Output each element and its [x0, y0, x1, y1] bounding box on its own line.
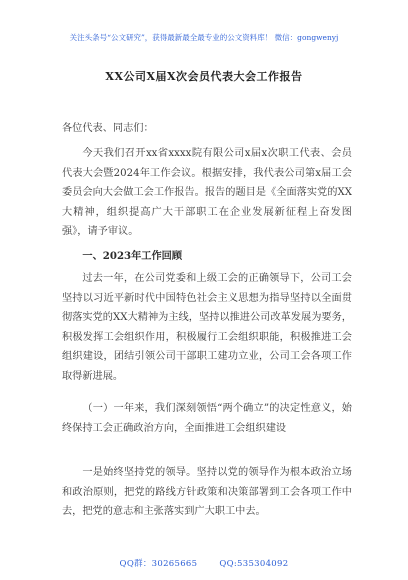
paragraph-party-leadership: 一是始终坚持党的领导。坚持以党的领导作为根本政治立场和政治原则，把党的路线方针政策和决策部署到工会各项工作中去，把党的意志和主张落实到广大职工中去。 [62, 467, 352, 517]
paragraph-intro: 今天我们召开xx省xxxx院有限公司x届x次职工代表、会员代表大会暨2024年工作会议。根据安排，我代表公司第x届工会委员会向大会做工会工作报告。报告的题目是《全面落实党的XX大精神，组织提高广大干部职工在企业发展新征程上奋发图强》，请予审议。 [62, 148, 352, 237]
qq-text: QQ:535304092 [219, 559, 289, 569]
document-title: XX公司X届X次会员代表大会工作报告 [105, 70, 303, 83]
subsection-heading: （一）一年来，我们深刻领悟“两个确立”的决定性意义，始终保持工会正确政治方向，全面推进工会组织建设 [62, 403, 352, 434]
paragraph-review: 过去一年，在公司党委和上级工会的正确领导下，公司工会坚持以习近平新时代中国特色社会主义思想为指导坚持以全面贯彻落实党的XX大精神为主线，坚持以推进公司改革发展为要务，积极发挥工会组织作用，积极履行工会组织职能，积极推进工会组织建设，团结引领公司干部职工建功立业，公司工会各项工作取得新进展。 [62, 273, 352, 382]
salutation: 各位代表、同志们： [62, 123, 154, 134]
qq-group-text: QQ群：30265665 [119, 559, 198, 569]
section-heading: 一、2023年工作回顾 [82, 250, 183, 262]
contact-footer [0, 557, 408, 569]
promo-banner: 关注头条号“公文研究”，获得最新最全最专业的公文资料库！ 微信：gongwenyj [69, 33, 339, 42]
